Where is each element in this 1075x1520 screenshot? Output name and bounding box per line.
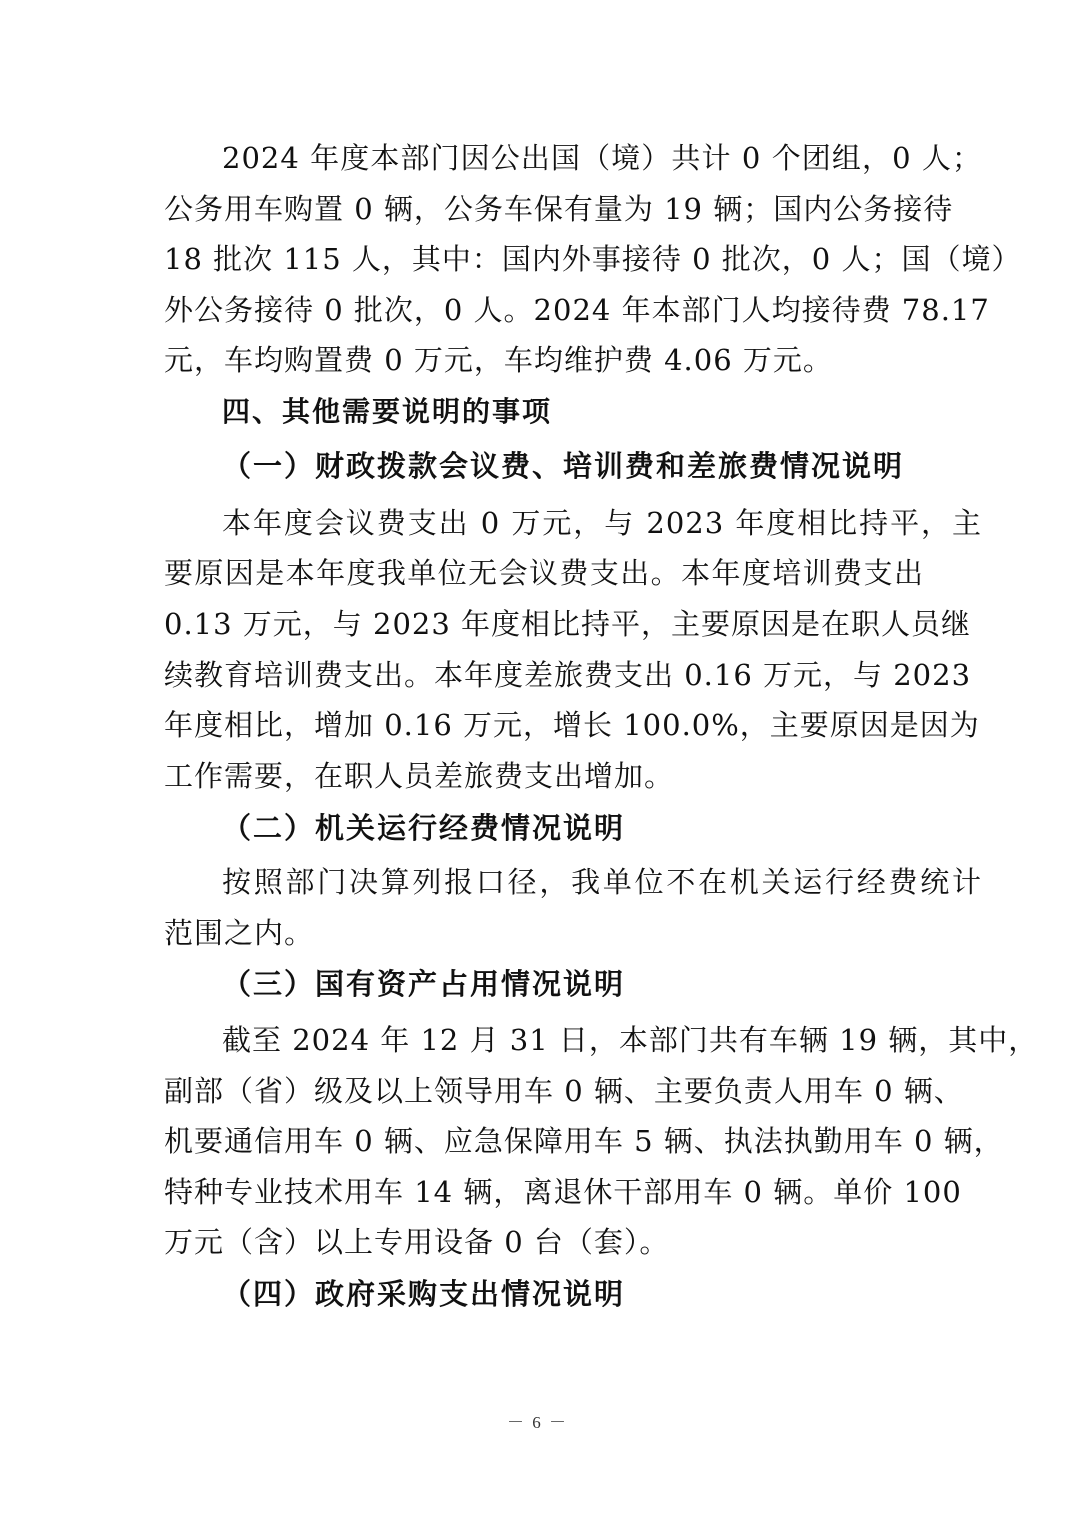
paragraph-line: 18 批次 115 人，其中：国内外事接待 0 批次，0 人；国（境） — [164, 242, 1022, 276]
subsection-heading: （二）机关运行经费情况说明 — [222, 811, 626, 845]
paragraph-line: 本年度会议费支出 0 万元，与 2023 年度相比持平，主 — [222, 506, 982, 540]
paragraph-line: 万元（含）以上专用设备 0 台（套）。 — [164, 1225, 670, 1259]
paragraph-line: 要原因是本年度我单位无会议费支出。本年度培训费支出 — [164, 556, 924, 590]
paragraph-line: 续教育培训费支出。本年度差旅费支出 0.16 万元，与 2023 — [164, 658, 972, 692]
subsection-heading: （三）国有资产占用情况说明 — [222, 967, 626, 1001]
section-heading: 四、其他需要说明的事项 — [222, 395, 553, 428]
subsection-heading: （一）财政拨款会议费、培训费和差旅费情况说明 — [222, 449, 905, 483]
paragraph-line: 副部（省）级及以上领导用车 0 辆、主要负责人用车 0 辆、 — [164, 1074, 964, 1108]
paragraph-line: 年度相比，增加 0.16 万元，增长 100.0%，主要原因是因为 — [164, 708, 980, 742]
paragraph-line: 2024 年度本部门因公出国（境）共计 0 个团组，0 人； — [222, 141, 982, 175]
paragraph-line: 机要通信用车 0 辆、应急保障用车 5 辆、执法执勤用车 0 辆， — [164, 1124, 1004, 1158]
page-number: － 6 － — [507, 1413, 568, 1432]
paragraph-line: 公务用车购置 0 辆，公务车保有量为 19 辆；国内公务接待 — [164, 192, 954, 226]
paragraph-line: 元，车均购置费 0 万元，车均维护费 4.06 万元。 — [164, 343, 833, 377]
paragraph-line: 截至 2024 年 12 月 31 日，本部门共有车辆 19 辆，其中， — [222, 1023, 1039, 1057]
paragraph-line: 按照部门决算列报口径，我单位不在机关运行经费统计 — [222, 865, 982, 899]
paragraph-line: 工作需要，在职人员差旅费支出增加。 — [164, 759, 675, 793]
subsection-heading: （四）政府采购支出情况说明 — [222, 1277, 626, 1311]
paragraph-line: 特种专业技术用车 14 辆，离退休干部用车 0 辆。单价 100 — [164, 1175, 962, 1209]
paragraph-line: 范围之内。 — [164, 916, 315, 950]
paragraph-line: 外公务接待 0 批次，0 人。2024 年本部门人均接待费 78.17 — [164, 293, 990, 327]
paragraph-line: 0.13 万元，与 2023 年度相比持平，主要原因是在职人员继 — [164, 607, 972, 641]
